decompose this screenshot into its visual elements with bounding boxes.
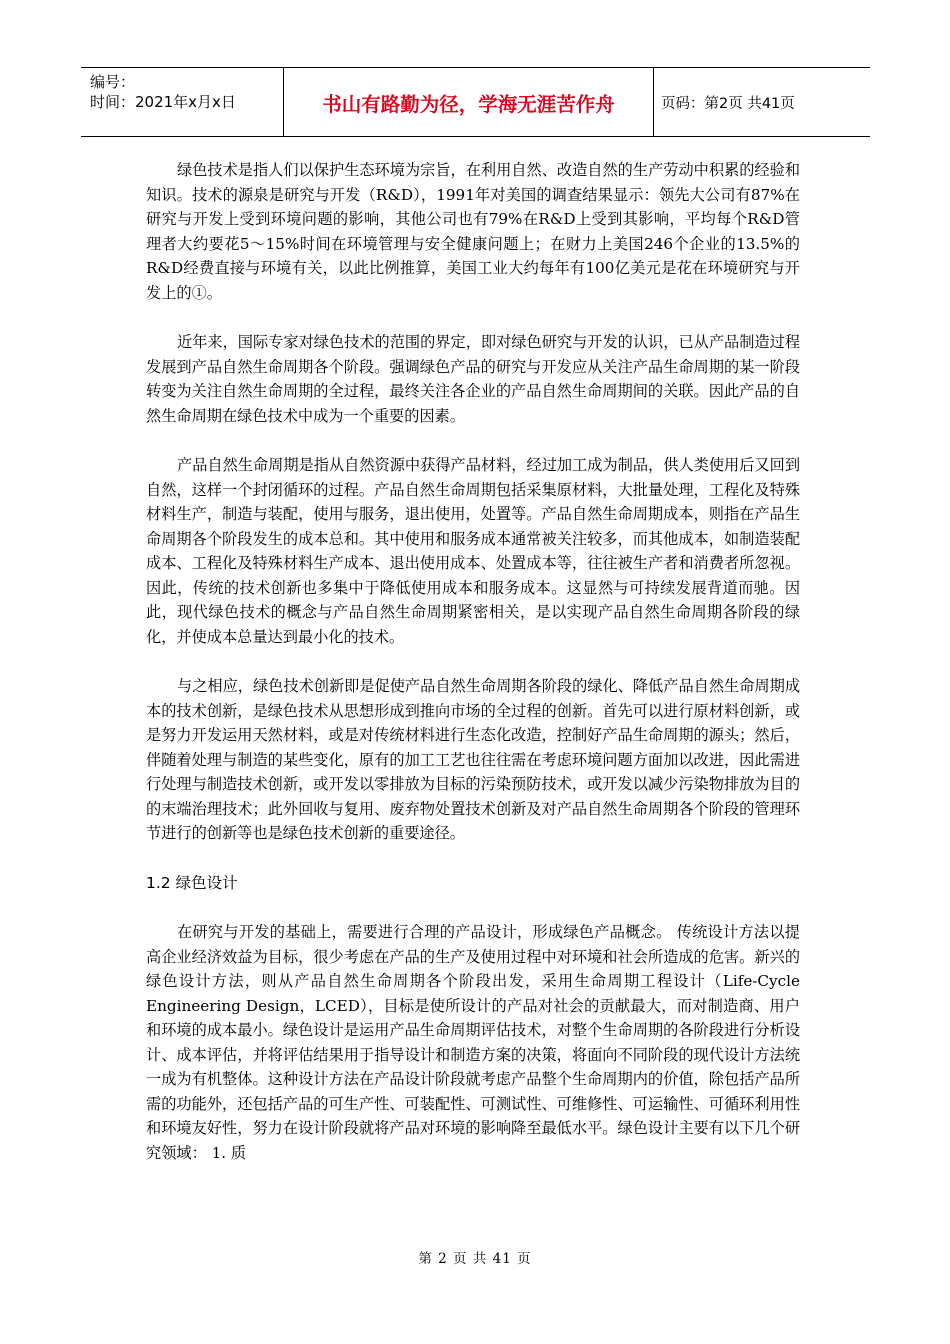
page-footer: 第 2 页 共 41 页 [418,1251,532,1267]
document-number-label: 编号： [90,73,136,91]
body-paragraph: 在研究与开发的基础上，需要进行合理的产品设计，形成绿色产品概念。 传统设计方法以提高企业经济效益为目标，很少考虑在产品的生产及使用过程中对环境和社会所造成的危害。新兴的绿色设计方法，则从产品自然生命周期各个阶段出发，采用生命周期工程设计（Life-Cycle Engineering Design，LCED），目标是使所设计的产品对社会的贡献最大，而对制造商、用户和环境的成本最小。绿色设计是运用产品生命周期评估技术，对整个生命周期的各阶段进行分析设计、成本评估，并将评估结果用于指导设计和制造方案的决策，将面向不同阶段的现代设计方法统一成为有机整体。这种设计方法在产品设计阶段就考虑产品整个生命周期内的价值，除包括产品所需的功能外，还包括产品的可生产性、可装配性、可测试性、可维修性、可运输性、可循环利用性和环境友好性，努力在设计阶段就将产品对环境的影响降至最低水平。绿色设计主要有以下几个研究领域： 1. 质 [146,923,800,1162]
body-paragraph: 近年来，国际专家对绿色技术的范围的界定，即对绿色研究与开发的认识，已从产品制造过程发展到产品自然生命周期各个阶段。强调绿色产品的研究与开发应从关注产品生命周期的某一阶段转变为关注自然生命周期的全过程，最终关注各企业的产品自然生命周期间的关联。因此产品的自然生命周期在绿色技术中成为一个重要的因素。 [146,333,800,425]
page-header [81,67,870,137]
body-paragraph: 产品自然生命周期是指从自然资源中获得产品材料，经过加工成为制品，供人类使用后又回到自然，这样一个封闭循环的过程。产品自然生命周期包括采集原材料，大批量处理，工程化及特殊材料生产，制造与装配，使用与服务，退出使用，处置等。产品自然生命周期成本，则指在产品生命周期各个阶段发生的成本总和。其中使用和服务成本通常被关注较多，而其他成本，如制造装配成本、工程化及特殊材料生产成本、退出使用成本、处置成本等，往往被生产者和消费者所忽视。因此，传统的技术创新也多集中于降低使用成本和服务成本。这显然与可持续发展背道而驰。因此，现代绿色技术的概念与产品自然生命周期紧密相关，是以实现产品自然生命周期各阶段的绿化，并使成本总量达到最小化的技术。 [146,456,800,646]
header-meta [81,68,284,136]
header-motto: 书山有路勤为径，学海无涯苦作舟 [284,68,654,136]
header-page-info: 页码：第2页 共41页 [661,95,795,112]
body-paragraph: 与之相应，绿色技术创新即是促使产品自然生命周期各阶段的绿化、降低产品自然生命周期成本的技术创新，是绿色技术从思想形成到推向市场的全过程的创新。首先可以进行原材料创新，或是努力开发运用天然材料，或是对传统材料进行生态化改造，控制好产品生命周期的源头；然后，伴随着处理与制造的某些变化，原有的加工工艺也往往需在考虑环境问题方面加以改进，因此需进行处理与制造技术创新，或开发以零排放为目标的污染预防技术，或开发以减少污染物排放为目的的末端治理技术；此外回收与复用、废弃物处置技术创新及对产品自然生命周期各个阶段的管理环节进行的创新等也是绿色技术创新的重要途径。 [146,677,800,842]
body-paragraph: 绿色技术是指人们以保护生态环境为宗旨，在利用自然、改造自然的生产劳动中积累的经验和知识。技术的源泉是研究与开发（R&D），1991年对美国的调查结果显示：领先大公司有87%在研究与开发上受到环境问题的影响，其他公司也有79%在R&D上受到其影响，平均每个R&D管理者大约要花5～15%时间在环境管理与安全健康问题上；在财力上美国246个企业的13.5%的R&D经费直接与环境有关，以此比例推算，美国工业大约每年有100亿美元是花在环境研究与开发上的①。 [146,161,800,302]
document-body [146,158,800,1165]
section-heading: 1.2 绿色设计 [146,873,238,892]
document-date-label: 时间：2021年x月x日 [90,93,236,111]
